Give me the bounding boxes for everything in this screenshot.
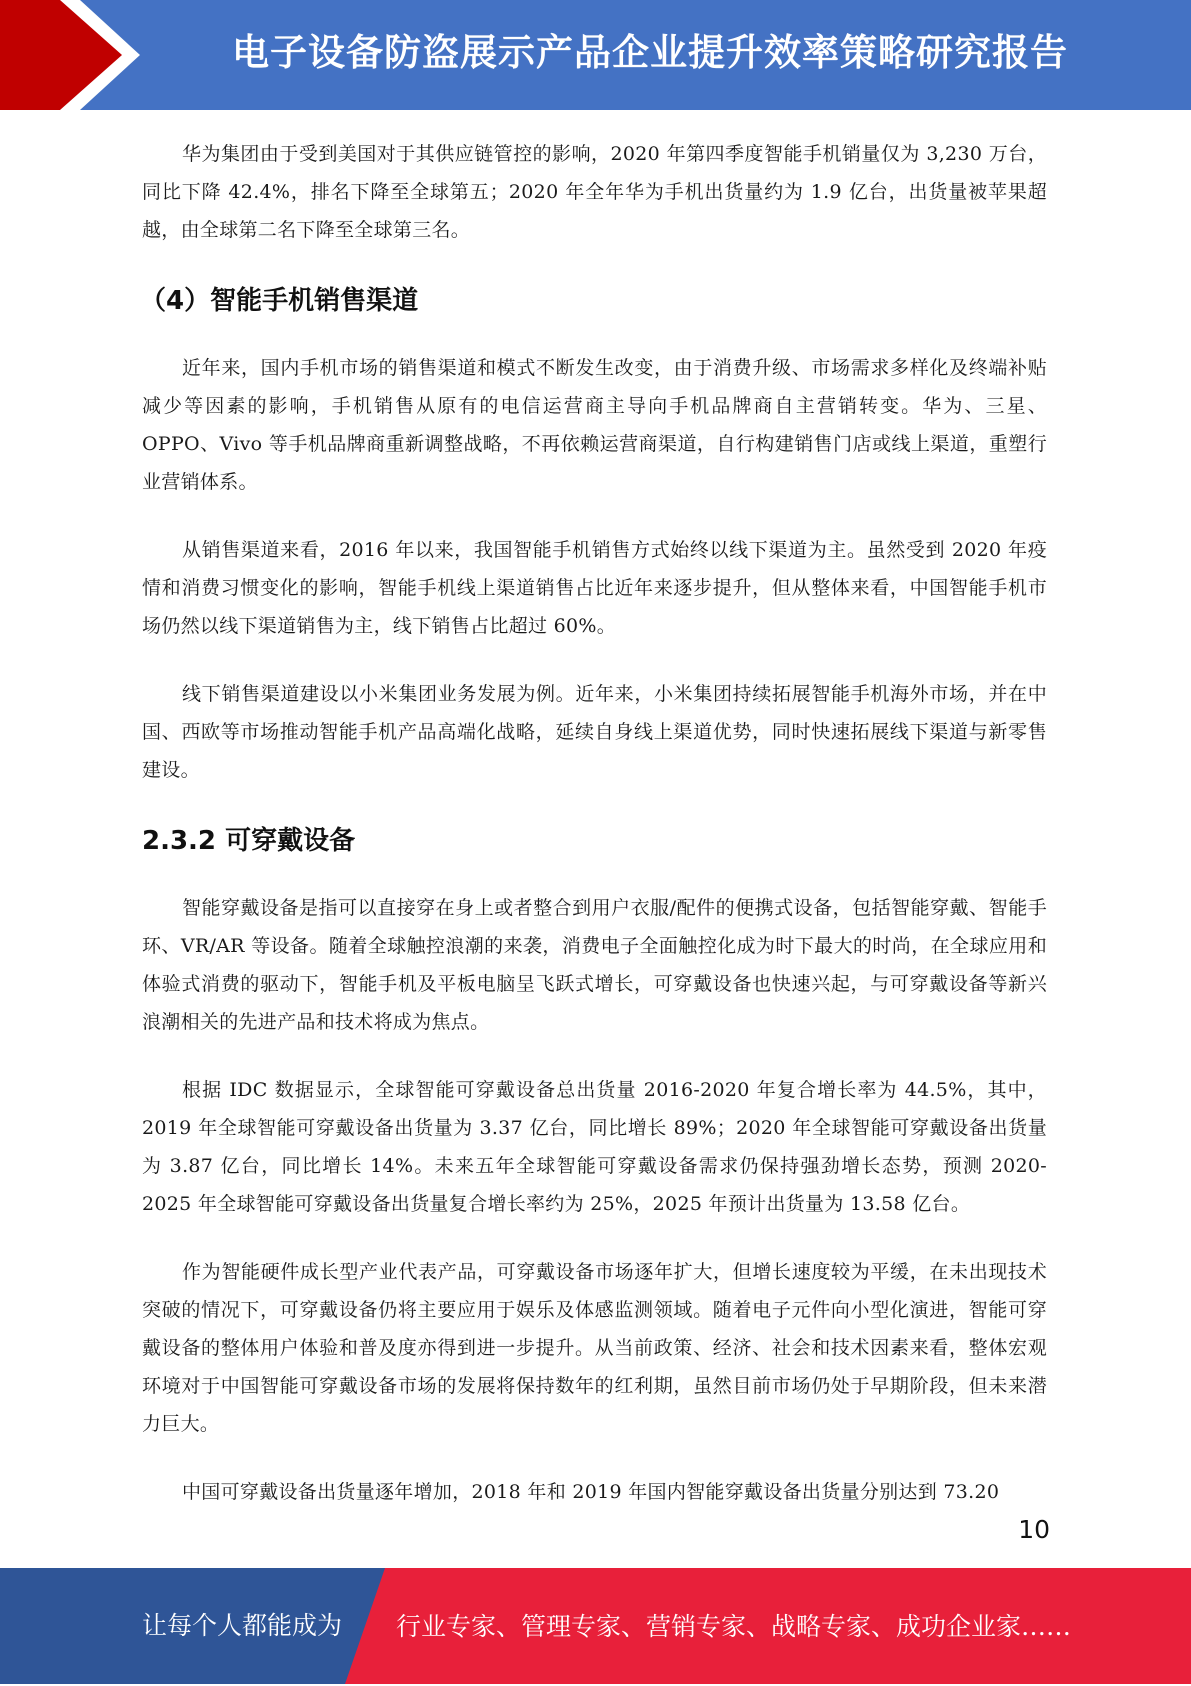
paragraph-xiaomi-example: 线下销售渠道建设以小米集团业务发展为例。近年来，小米集团持续拓展智能手机海外市场，并在中国、西欧等市场推动智能手机产品高端化战略，延续自身线上渠道优势，同时快速拓展线下渠道与新零售建设。 bbox=[142, 683, 1047, 781]
paragraph-channel-change: 近年来，国内手机市场的销售渠道和模式不断发生改变，由于消费升级、市场需求多样化及终端补贴减少等因素的影响，手机销售从原有的电信运营商主导向手机品牌商自主营销转变。华为、三星、OPPO、Vivo 等手机品牌商重新调整战略，不再依赖运营商渠道，自行构建销售门店或线上渠道，重塑行业营销体系。 bbox=[142, 357, 1047, 493]
page-footer bbox=[0, 1568, 1191, 1684]
page-number: 10 bbox=[1018, 1515, 1050, 1544]
document-body bbox=[142, 135, 1047, 1541]
report-title: 电子设备防盗展示产品企业提升效率策略研究报告 bbox=[232, 31, 1068, 74]
paragraph-wearable-market: 作为智能硬件成长型产业代表产品，可穿戴设备市场逐年扩大，但增长速度较为平缓，在未出现技术突破的情况下，可穿戴设备仍将主要应用于娱乐及体感监测领域。随着电子元件向小型化演进，智能可穿戴设备的整体用户体验和普及度亦得到进一步提升。从当前政策、经济、社会和技术因素来看，整体宏观环境对于中国智能可穿戴设备市场的发展将保持数年的红利期，虽然目前市场仍处于早期阶段，但未来潜力巨大。 bbox=[142, 1261, 1047, 1435]
page-header bbox=[0, 0, 1191, 110]
paragraph-huawei-sales: 华为集团由于受到美国对于其供应链管控的影响，2020 年第四季度智能手机销量仅为 3,230 万台，同比下降 42.4%，排名下降至全球第五；2020 年全年华为手机出货量约为 1.9 亿台，出货量被苹果超越，由全球第二名下降至全球第三名。 bbox=[142, 143, 1047, 241]
heading-smartphone-sales-channel: （4）智能手机销售渠道 bbox=[140, 286, 419, 316]
footer-slogan-left: 让每个人都能成为 bbox=[142, 1611, 343, 1640]
header-arrow-decoration bbox=[0, 0, 160, 110]
paragraph-idc-data: 根据 IDC 数据显示，全球智能可穿戴设备总出货量 2016-2020 年复合增长率为 44.5%，其中，2019 年全球智能可穿戴设备出货量为 3.37 亿台，同比增长 89%；2020 年全球智能可穿戴设备出货量为 3.87 亿台，同比增长 14%。未来五年全球智能可穿戴设备需求仍保持强劲增长态势，预测 2020-2025 年全球智能可穿戴设备出货量复合增长率约为 25%，2025 年预计出货量为 13.58 亿台。 bbox=[142, 1079, 1047, 1215]
paragraph-wearable-definition: 智能穿戴设备是指可以直接穿在身上或者整合到用户衣服/配件的便携式设备，包括智能穿戴、智能手环、VR/AR 等设备。随着全球触控浪潮的来袭，消费电子全面触控化成为时下最大的时尚，在全球应用和体验式消费的驱动下，智能手机及平板电脑呈飞跃式增长，可穿戴设备也快速兴起，与可穿戴设备等新兴浪潮相关的先进产品和技术将成为焦点。 bbox=[142, 897, 1047, 1033]
heading-wearable-devices: 2.3.2 可穿戴设备 bbox=[142, 826, 356, 856]
paragraph-offline-channel: 从销售渠道来看，2016 年以来，我国智能手机销售方式始终以线下渠道为主。虽然受到 2020 年疫情和消费习惯变化的影响，智能手机线上渠道销售占比近年来逐步提升，但从整体来看，中国智能手机市场仍然以线下渠道销售为主，线下销售占比超过 60%。 bbox=[142, 539, 1047, 637]
footer-slogan-right: 行业专家、管理专家、营销专家、战略专家、成功企业家…… bbox=[396, 1612, 1072, 1641]
paragraph-china-shipments: 中国可穿戴设备出货量逐年增加，2018 年和 2019 年国内智能穿戴设备出货量分别达到 73.20 bbox=[182, 1481, 1000, 1503]
